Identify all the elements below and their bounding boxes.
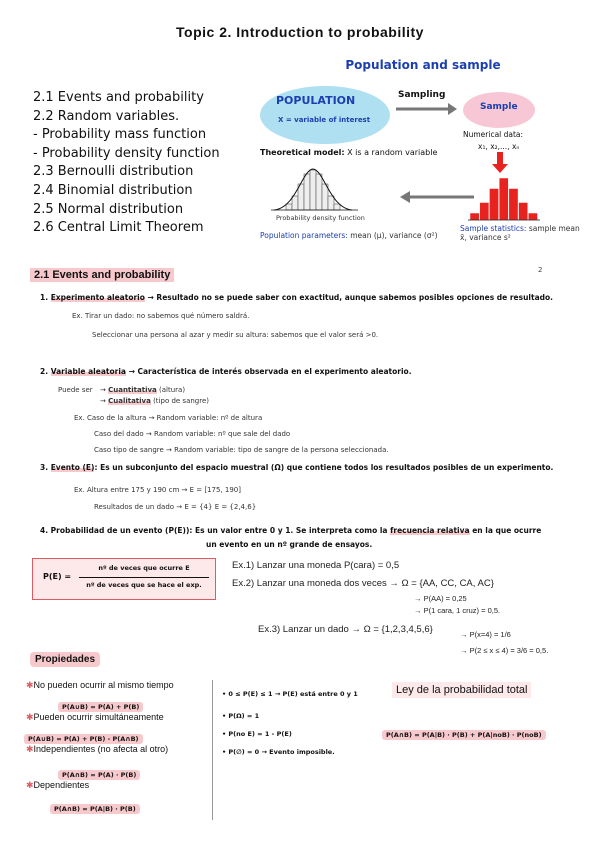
sample-statistics-label: Sample statistics:	[460, 224, 527, 233]
axiom: • P(no E) = 1 - P(E)	[222, 730, 292, 738]
event-definition: : Es un subconjunto del espacio muestral (Ω) que contiene todos los resultados posibles de un experimento.	[94, 463, 554, 472]
random-variable-example-1: Ex. Caso de la altura → Random variable: nº de altura	[74, 414, 263, 422]
formula-lhs: P(E) =	[43, 572, 72, 581]
item-event: 3. Evento (E): Es un subconjunto del espacio muestral (Ω) que contiene todos los resultados posibles de un experimento.	[40, 463, 554, 472]
density-plot	[266, 164, 366, 214]
probability-example-2: Ex.2) Lanzar una moneda dos veces → Ω = {AA, CC, CA, AC}	[232, 578, 494, 589]
can-be-label: Puede ser	[58, 386, 93, 394]
variable-label: X = variable of interest	[278, 116, 371, 124]
toc-item: 2.3 Bernoulli distribution	[33, 164, 194, 180]
total-probability-formula: P(A∩B) = P(A|B) · P(B) + P(A|noB) · P(noB)	[382, 722, 546, 741]
histogram-bar	[509, 189, 518, 221]
property-formula: P(A∪B) = P(A) + P(B)	[58, 694, 143, 713]
numerical-data-label: Numerical data:	[463, 130, 524, 139]
theoretical-model-label: Theoretical model:	[260, 148, 345, 157]
toc-item: - Probability density function	[33, 145, 220, 161]
item-probability	[40, 526, 541, 535]
experiment-term: Experimento aleatorio	[50, 293, 145, 302]
quantitative-note: (altura)	[159, 386, 186, 394]
section-title: 2.1 Events and probability	[30, 268, 174, 282]
axiom: • P(∅) = 0 → Evento imposible.	[222, 748, 335, 756]
histogram-bar	[499, 178, 508, 220]
random-variable-definition: → Característica de interés observada en el experimento aleatorio.	[128, 367, 412, 376]
event-term: Evento (E)	[50, 463, 95, 472]
fraction-bar	[79, 577, 209, 578]
item-random-variable: 2. Variable aleatoria → Característica de interés observada en el experimento aleatorio.	[40, 367, 412, 376]
toc-item: 2.1 Events and probability	[33, 90, 204, 105]
property-formula: P(A∪B) = P(A) + P(B) - P(A∩B)	[24, 726, 143, 745]
toc-item: 2.6 Central Limit Theorem	[33, 220, 204, 236]
sample-histogram	[468, 174, 540, 222]
probability-example-3a: → P(x=4) = 1/6	[460, 630, 511, 639]
sampling-arrow-icon	[394, 100, 458, 118]
divider	[212, 680, 213, 820]
quantitative-term: Cuantitativa	[108, 386, 157, 394]
relative-frequency-term: frecuencia relativa	[390, 526, 470, 535]
population-parameters-text: mean (μ), variance (σ²)	[347, 231, 438, 240]
formula-numerator: nº de veces que ocurre E	[98, 564, 190, 572]
event-example-2: Resultados de un dado → E = {4} E = {2,4,6}	[94, 503, 257, 511]
quantitative: → Cuantitativa (altura)	[100, 386, 186, 394]
table-of-contents	[33, 89, 220, 238]
probability-definition-end: en la que ocurre	[472, 526, 542, 535]
probability-example-3b: → P(2 ≤ x ≤ 4) = 3/6 = 0,5.	[460, 646, 549, 655]
histogram-bar	[480, 203, 489, 221]
property-formula: P(A∩B) = P(A|B) · P(B)	[50, 796, 140, 815]
toc-item: 2.2 Random variables.	[33, 108, 180, 124]
population-sample-diagram	[258, 56, 588, 256]
population-label: POPULATION	[276, 94, 356, 107]
diagram-title: Population and sample	[345, 58, 501, 72]
random-variable-term: Variable aleatoria	[50, 367, 126, 376]
property-formula: P(A∩B) = P(A) · P(B)	[58, 762, 140, 781]
probability-example-2b: → P(1 cara, 1 cruz) = 0,5.	[414, 606, 501, 615]
probability-example-1: Ex.1) Lanzar una moneda P(cara) = 0,5	[232, 560, 400, 571]
inference-arrow-icon	[398, 188, 478, 206]
histogram-bar	[470, 213, 479, 220]
theoretical-model-text: X is a random variable	[344, 148, 438, 157]
axiom: • 0 ≤ P(E) ≤ 1 → P(E) está entre 0 y 1	[222, 690, 358, 698]
probability-definition: 4. Probabilidad de un evento (P(E)): Es un valor entre 0 y 1. Se interpreta como la	[40, 526, 388, 535]
probability-example-2a: → P(AA) = 0,25	[414, 594, 467, 603]
population-parameters	[260, 231, 440, 240]
toc-item: 2.5 Normal distribution	[33, 201, 184, 217]
sample-label: Sample	[480, 102, 518, 112]
probability-definition-line-2: un evento en un nº grande de ensayos.	[206, 540, 373, 549]
population-parameters-label: Population parameters:	[260, 231, 348, 240]
property-label: ✱Pueden ocurrir simultáneamente	[26, 712, 164, 722]
page-number: 2	[538, 266, 543, 274]
properties-title: Propiedades	[30, 652, 100, 667]
item-experiment: 1. Experimento aleatorio → Resultado no se puede saber con exactitud, aunque sabemos posibles opciones de resultado.	[40, 293, 554, 302]
histogram-bar	[519, 203, 528, 221]
event-example-1: Ex. Altura entre 175 y 190 cm → E = [175, 190]	[74, 486, 241, 494]
sampling-label: Sampling	[398, 90, 446, 100]
axiom: • P(Ω) = 1	[222, 712, 260, 720]
pdf-label: Probability density function	[276, 214, 365, 222]
histogram-bar	[489, 189, 498, 221]
property-label: ✱Independientes (no afecta al otro)	[26, 744, 169, 754]
formula-denominator: nº de veces que se hace el exp.	[86, 581, 202, 589]
toc-item: - Probability mass function	[33, 127, 207, 143]
experiment-definition: → Resultado no se puede saber con exactitud, aunque sabemos posibles opciones de resultado.	[147, 293, 554, 302]
sample-statistics	[460, 224, 586, 242]
random-variable-example-3: Caso tipo de sangre → Random variable: tipo de sangre de la persona seleccionada.	[94, 446, 389, 454]
probability-example-3: Ex.3) Lanzar un dado → Ω = {1,2,3,4,5,6}	[258, 624, 433, 635]
toc-item: 2.4 Binomial distribution	[33, 182, 193, 198]
histogram-bar	[528, 213, 537, 220]
experiment-example-2: Seleccionar una persona al azar y medir su altura: sabemos que el valor será >0.	[92, 331, 379, 339]
property-label: ✱Dependientes	[26, 780, 90, 790]
page-title: Topic 2. Introduction to probability	[176, 24, 424, 40]
random-variable-example-2: Caso del dado → Random variable: nº que sale del dado	[94, 430, 291, 438]
qualitative: → Cualitativa (tipo de sangre)	[100, 397, 210, 405]
qualitative-note: (tipo de sangre)	[153, 397, 210, 405]
sample-values: x₁, x₂,..., xₙ	[478, 142, 520, 151]
total-probability-title: Ley de la probabilidad total	[392, 682, 531, 698]
sample-statistics-text: sample mean x̄, variance s²	[460, 224, 580, 242]
property-label: ✱No pueden ocurrir al mismo tiempo	[26, 680, 174, 690]
theoretical-model	[260, 148, 440, 157]
down-arrow-icon	[492, 152, 508, 174]
qualitative-term: Cualitativa	[108, 397, 151, 405]
probability-formula-box	[32, 558, 216, 600]
experiment-example-1: Ex. Tirar un dado: no sabemos qué número saldrá.	[72, 312, 250, 320]
